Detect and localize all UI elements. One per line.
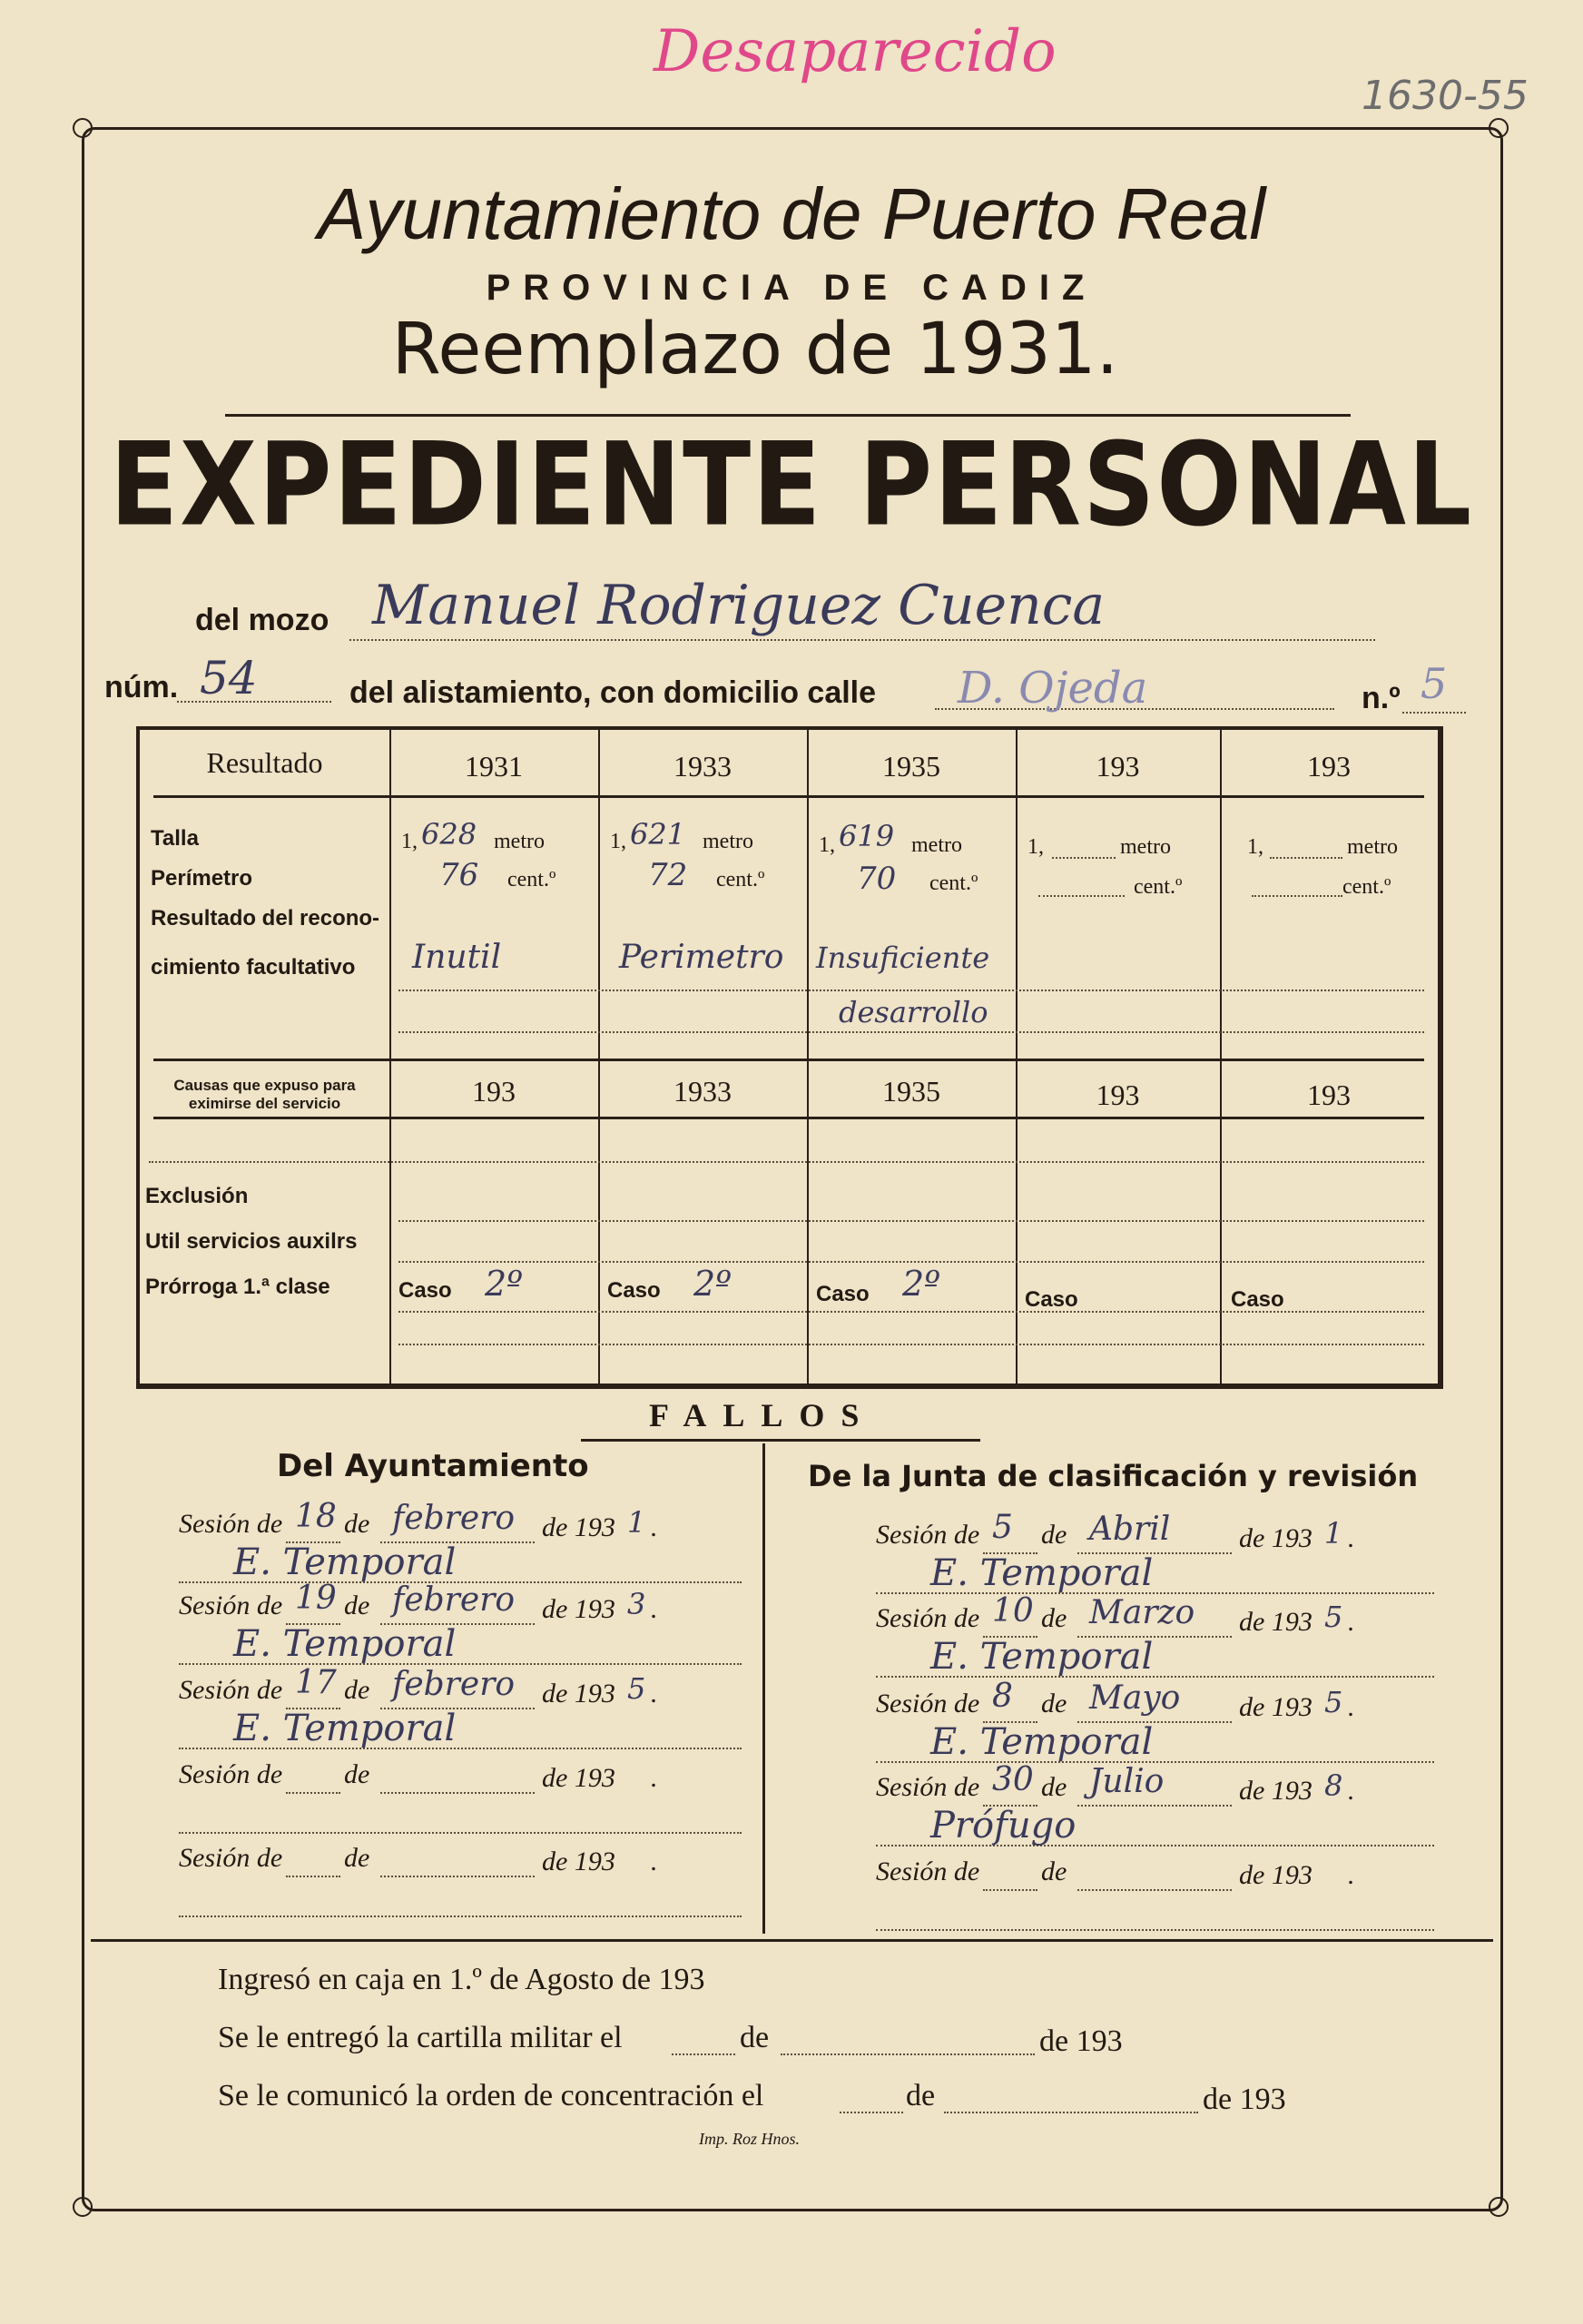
session-note: E. Temporal: [233, 1541, 457, 1583]
caso-label: Caso: [1231, 1287, 1284, 1312]
mozo-label: del mozo: [195, 603, 329, 637]
session-de: de: [1041, 1689, 1067, 1718]
caso-value: 2º: [693, 1264, 733, 1304]
street-name: D. Ojeda: [958, 663, 1148, 714]
reconocimiento-label-2: cimiento facultativo: [151, 955, 356, 980]
concentracion-year: de 193: [1203, 2083, 1286, 2116]
cent-label: cent.º: [716, 868, 765, 891]
session-row: Sesión de 18 de febrero de 193 1 . E. Temporal: [179, 1509, 742, 1590]
perimetro-value: 72: [648, 857, 688, 893]
talla-value: 619: [839, 819, 895, 853]
year-col-5: 193: [1307, 750, 1351, 783]
exclusion-label: Exclusión: [145, 1184, 249, 1208]
cartilla-year: de 193: [1039, 2024, 1123, 2058]
reconocimiento-value: Insuficiente: [816, 940, 990, 975]
session-year-digit: 5: [1324, 1685, 1343, 1719]
cartilla-label: Se le entregó la cartilla militar el: [218, 2021, 623, 2054]
enlistment-number: 54: [200, 652, 258, 704]
year-col-1: 1931: [465, 750, 523, 783]
talla-prefix: 1,: [401, 830, 418, 853]
causas-year: 193: [1307, 1078, 1351, 1111]
talla-prefix: 1,: [1027, 835, 1044, 859]
talla-value: 621: [630, 817, 686, 852]
ingreso-caja-line: Ingresó en caja en 1.º de Agosto de 193: [218, 1963, 705, 1996]
cartilla-de: de: [740, 2021, 770, 2054]
reference-number: 1630-55: [1362, 73, 1529, 119]
session-de: de: [1041, 1772, 1067, 1802]
metro-label: metro: [1347, 835, 1398, 859]
causas-label-1: Causas que expuso para: [173, 1077, 356, 1094]
concentracion-de: de: [906, 2079, 936, 2112]
caso-value: 2º: [902, 1264, 941, 1304]
session-de: de: [344, 1843, 370, 1873]
session-de: de: [344, 1759, 370, 1789]
cent-label: cent.º: [929, 872, 978, 895]
session-day: 30: [992, 1761, 1034, 1798]
causas-label-2: eximirse del servicio: [188, 1095, 341, 1112]
talla-value: 628: [421, 817, 477, 852]
causas-year: 193: [472, 1075, 516, 1108]
reconocimiento-extra: desarrollo: [839, 995, 988, 1029]
session-label: Sesión de: [876, 1772, 980, 1802]
causas-year: 1933: [674, 1075, 732, 1108]
perimetro-value: 76: [439, 857, 479, 893]
junta-heading: De la Junta de clasificación y revisión: [808, 1459, 1419, 1493]
session-row: Sesión de de de 193 .: [179, 1759, 742, 1841]
session-month: febrero: [392, 1666, 516, 1703]
metro-label: metro: [911, 833, 962, 857]
frame-corner: [1489, 118, 1509, 138]
util-label: Util servicios auxilrs: [145, 1229, 358, 1254]
reconocimiento-label-1: Resultado del recono-: [151, 906, 380, 931]
session-de: de: [344, 1590, 370, 1620]
header-rule: [225, 414, 1351, 417]
talla-prefix: 1,: [610, 830, 626, 853]
session-note: E. Temporal: [233, 1623, 457, 1665]
session-year-label: de 193: [542, 1763, 615, 1793]
session-label: Sesión de: [179, 1759, 283, 1789]
causas-year: 193: [1096, 1078, 1140, 1111]
session-row: Sesión de 5 de Abril de 193 1 . E. Temporal: [876, 1520, 1434, 1601]
cent-label: cent.º: [507, 868, 556, 891]
session-year-label: de 193: [542, 1679, 615, 1709]
name-line: [349, 639, 1375, 641]
session-day: 10: [992, 1592, 1034, 1630]
session-row: Sesión de de de 193 .: [876, 1856, 1434, 1938]
session-day: 17: [295, 1664, 337, 1701]
metro-label: metro: [494, 830, 545, 853]
session-label: Sesión de: [179, 1843, 283, 1873]
session-month: Abril: [1089, 1511, 1171, 1548]
session-label: Sesión de: [876, 1520, 980, 1550]
session-row: Sesión de 8 de Mayo de 193 5 . E. Temporal: [876, 1689, 1434, 1770]
session-year-label: de 193: [1239, 1607, 1313, 1637]
session-label: Sesión de: [876, 1856, 980, 1886]
house-number-line: [1402, 712, 1466, 714]
session-note: Prófugo: [930, 1805, 1077, 1846]
house-number: 5: [1421, 659, 1448, 708]
cent-label: cent.º: [1134, 875, 1183, 899]
session-year-digit: 5: [627, 1671, 646, 1706]
session-month: Mayo: [1089, 1679, 1181, 1717]
session-label: Sesión de: [179, 1509, 283, 1539]
session-row: Sesión de 30 de Julio de 193 8 . Prófugo: [876, 1772, 1434, 1854]
session-label: Sesión de: [179, 1590, 283, 1620]
session-de: de: [1041, 1520, 1067, 1550]
session-month: Julio: [1089, 1763, 1165, 1800]
document-title: EXPEDIENTE PERSONAL: [109, 418, 1474, 552]
session-year-label: de 193: [1239, 1523, 1313, 1553]
session-year-digit: 5: [1324, 1600, 1343, 1634]
prorroga-label: Prórroga 1.ª clase: [145, 1275, 330, 1299]
printer-credit: Imp. Roz Hnos.: [699, 2130, 800, 2148]
session-note: E. Temporal: [930, 1636, 1154, 1678]
metro-label: metro: [703, 830, 753, 853]
talla-prefix: 1,: [1247, 835, 1263, 859]
session-row: Sesión de 17 de febrero de 193 5 . E. Temporal: [179, 1675, 742, 1757]
missing-annotation: Desaparecido: [654, 18, 1057, 85]
session-year-label: de 193: [1239, 1776, 1313, 1806]
session-de: de: [1041, 1603, 1067, 1633]
session-label: Sesión de: [876, 1603, 980, 1633]
reconocimiento-value: Perimetro: [619, 939, 784, 976]
session-month: febrero: [392, 1500, 516, 1537]
address-label: del alistamiento, con domicilio calle: [349, 675, 877, 710]
session-year-digit: 8: [1324, 1768, 1343, 1803]
metro-label: metro: [1120, 835, 1171, 859]
frame-corner: [1489, 2197, 1509, 2217]
session-label: Sesión de: [179, 1675, 283, 1705]
session-day: 19: [295, 1580, 337, 1617]
session-year-label: de 193: [1239, 1692, 1313, 1722]
session-label: Sesión de: [876, 1689, 980, 1718]
house-number-label: n.º: [1362, 681, 1401, 715]
session-de: de: [344, 1509, 370, 1539]
reemplazo-title: Reemplazo de 1931.: [391, 309, 1119, 390]
session-note: E. Temporal: [930, 1721, 1154, 1763]
province: PROVINCIA DE CADIZ: [486, 268, 1097, 308]
year-col-3: 1935: [882, 750, 940, 783]
concentracion-label: Se le comunicó la orden de concentración el: [218, 2079, 764, 2112]
talla-prefix: 1,: [819, 833, 835, 857]
session-row: Sesión de 10 de Marzo de 193 5 . E. Temporal: [876, 1603, 1434, 1685]
caso-label: Caso: [1025, 1287, 1078, 1312]
frame-corner: [73, 2197, 93, 2217]
session-day: 18: [295, 1498, 337, 1535]
session-year-digit: 1: [627, 1505, 646, 1540]
session-year-digit: 1: [1324, 1516, 1343, 1551]
causas-label: [149, 1077, 380, 1113]
session-month: febrero: [392, 1581, 516, 1619]
session-note: E. Temporal: [233, 1708, 457, 1749]
perimetro-label: Perímetro: [151, 866, 253, 891]
session-note: E. Temporal: [930, 1552, 1154, 1594]
year-col-4: 193: [1096, 750, 1140, 783]
session-row: Sesión de 19 de febrero de 193 3 . E. Temporal: [179, 1590, 742, 1672]
resultado-header: Resultado: [206, 746, 323, 779]
cent-label: cent.º: [1342, 875, 1391, 899]
session-day: 5: [992, 1509, 1013, 1546]
session-row: Sesión de de de 193 .: [179, 1843, 742, 1925]
caso-value: 2º: [485, 1264, 524, 1304]
causas-year: 1935: [882, 1075, 940, 1108]
session-year-label: de 193: [542, 1512, 615, 1542]
person-name: Manuel Rodriguez Cuenca: [372, 574, 1106, 637]
medical-table: [136, 726, 1443, 1389]
perimetro-value: 70: [857, 861, 897, 897]
fallos-bottom-rule: [91, 1939, 1493, 1942]
session-year-label: de 193: [1239, 1860, 1313, 1890]
fallos-title: FALLOS: [649, 1397, 876, 1433]
year-col-2: 1933: [674, 750, 732, 783]
session-year-digit: 3: [627, 1587, 646, 1621]
fallos-divider: [762, 1443, 765, 1934]
session-day: 8: [992, 1678, 1013, 1715]
session-year-label: de 193: [542, 1594, 615, 1624]
talla-label: Talla: [151, 826, 199, 851]
ayuntamiento-heading: Del Ayuntamiento: [277, 1448, 589, 1484]
reconocimiento-value: Inutil: [412, 939, 502, 976]
caso-label: Caso: [816, 1282, 870, 1306]
session-de: de: [344, 1675, 370, 1705]
session-month: Marzo: [1089, 1594, 1195, 1631]
session-year-label: de 193: [542, 1846, 615, 1876]
num-label: núm.: [104, 670, 179, 704]
municipality-title: Ayuntamiento de Puerto Real: [317, 173, 1266, 254]
session-de: de: [1041, 1856, 1067, 1886]
frame-corner: [73, 118, 93, 138]
caso-label: Caso: [607, 1278, 661, 1303]
caso-label: Caso: [398, 1278, 452, 1303]
